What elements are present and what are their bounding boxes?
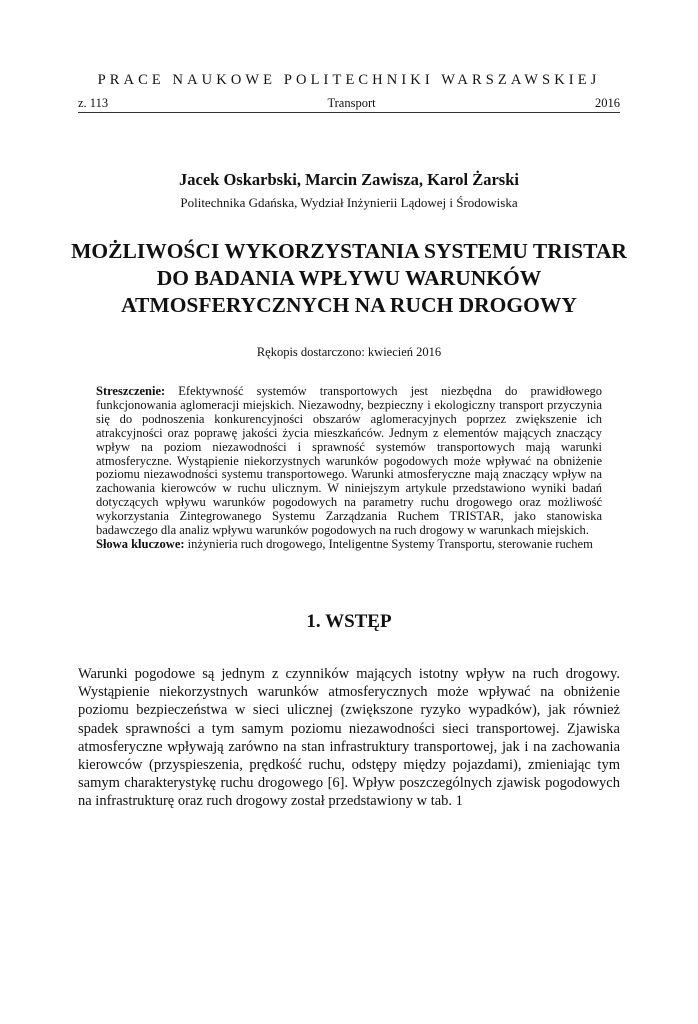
journal-meta-row: [78, 96, 620, 111]
series-name: Transport: [327, 96, 376, 110]
paper-title: MOŻLIWOŚCI WYKORZYSTANIA SYSTEMU TRISTAR DO BADANIA WPŁYWU WARUNKÓW ATMOSFERYCZNYCH NA RUCH DROGOWY: [71, 239, 627, 317]
received-date: Rękopis dostarczono: kwiecień 2016: [256, 345, 442, 359]
section-heading: 1. WSTĘP: [306, 611, 392, 632]
abstract-text: Efektywność systemów transportowych jest niezbędna do prawidłowego funkcjonowania aglomeracji miejskich. Niezawodny, bezpieczny i ekologiczny transport przyczynia się do podnoszenia konkurencyjności obszarów aglomeracyjnych poprzez zwiększenie ich atrakcyjności oraz poprawę jakości życia mieszkańców. Jednym z elementów mających znaczący wpływ na poziom niezawodności i sprawność systemów transportowych mają warunki atmosferyczne. Wystąpienie niekorzystnych warunków pogodowych może wpływać na obniżenie poziomu niezawodności systemu transportowego. Warunki atmosferyczne mają znaczący wpływ na zachowania kierowców w ruchu ulicznym. W niniejszym artykule przedstawiono wyniki badań dotyczących wpływu warunków pogodowych na parametry ruchu drogowego oraz możliwość wykorzystania Zintegrowanego Systemu Zarządzania Ruchem TRISTAR, jako stanowiska badawczego dla analiz wpływu warunków pogodowych na ruch drogowy w warunkach miejskich.: [96, 384, 602, 538]
journal-name: PRACE NAUKOWE POLITECHNIKI WARSZAWSKIEJ: [97, 72, 601, 88]
keywords-paragraph: [96, 538, 602, 552]
body-text: [78, 665, 620, 811]
publication-year: 2016: [594, 96, 620, 110]
keywords-label: Słowa kluczowe:: [96, 536, 185, 551]
body-paragraph: Warunki pogodowe są jednym z czynników mających istotny wpływ na ruch drogowy. Wystąpienie niekorzystnych warunków atmosferycznych może wpływać na obniżenie poziomu bezpieczeństwa w sieci ulicznej (zwiększone ryzyko wypadków), jak również spadek sprawności a tym samym poziomu niezawodności sieci transportowej. Zjawiska atmosferyczne wpływają zarówno na stan infrastruktury transportowej, jak i na zachowania kierowców (przyspieszenia, prędkość ruchu, odstępy między pojazdami), zmieniając tym samym charakterystykę ruchu drogowego [6]. Wpływ poszczególnych zjawisk pogodowych na infrastrukturę oraz ruch drogowy został przedstawiony w tab. 1: [78, 666, 620, 810]
affiliation: Politechnika Gdańska, Wydział Inżynierii Lądowej i Środowiska: [180, 195, 518, 210]
abstract-label: Streszczenie:: [96, 384, 166, 398]
keywords-text: inżynieria ruch drogowego, Inteligentne Systemy Transportu, sterowanie ruchem: [187, 536, 593, 551]
abstract-block: [96, 385, 602, 552]
header-rule: [78, 112, 620, 113]
abstract-paragraph: [96, 385, 602, 538]
issue-number: z. 113: [78, 96, 109, 110]
authors: Jacek Oskarbski, Marcin Zawisza, Karol Żarski: [179, 170, 519, 189]
